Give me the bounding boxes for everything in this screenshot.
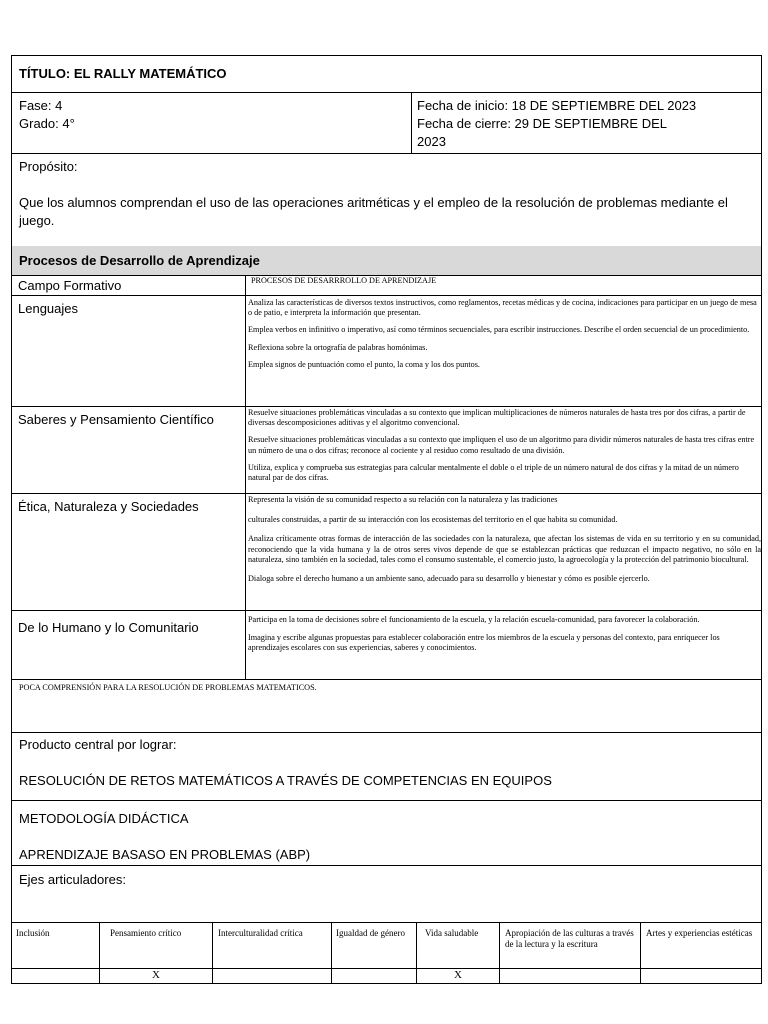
problema-cell (11, 679, 762, 733)
proceso-text: Analiza las características de diversos textos instructivos, como reglamentos, recetas médicas y de cocina, indicaciones para participar en un juego de mesa o de patio, e interpreta la información que presentan. (248, 298, 757, 318)
problema-text: POCA COMPRENSIÓN PARA LA RESOLUCIÓN DE PROBLEMAS MATEMATICOS. (19, 683, 317, 692)
procesos-col-label: PROCESOS DE DESARRROLLO DE APRENDIZAJE (251, 276, 437, 285)
eje-mark (11, 968, 100, 984)
procesos-lenguajes (245, 295, 762, 407)
procesos-col-header (245, 275, 762, 296)
proposito-label: Propósito: (19, 159, 78, 174)
eje-label: Pensamiento crítico (110, 928, 182, 938)
procesos-etica (245, 493, 762, 611)
proceso-text: Representa la visión de su comunidad respecto a su relación con la naturaleza y las tradiciones (248, 495, 558, 504)
fecha-cierre: Fecha de cierre: 29 DE SEPTIEMBRE DEL (417, 116, 667, 131)
proceso-text: Emplea verbos en infinitivo o imperativo, así como términos secuenciales, para escribir instrucciones. Describe el orden secuencial de un procedimiento. (248, 325, 750, 335)
fecha-inicio: Fecha de inicio: 18 DE SEPTIEMBRE DEL 2023 (417, 98, 697, 113)
eje-mark (99, 968, 213, 984)
proceso-text: Imagina y escribe algunas propuestas para establecer colaboración entre los miembros de la escuela y personas del contexto, para enriquecer los aprendizajes escolares con sus experiencias, saberes y conocimientos. (248, 633, 720, 653)
metodologia-cell (11, 800, 762, 866)
eje-label: Vida saludable (425, 928, 479, 938)
eje-label: Interculturalidad crítica (218, 928, 303, 938)
campo-lenguajes-label: Lenguajes (18, 301, 78, 316)
fecha-cierre-year: 2023 (417, 134, 446, 149)
eje-mark (331, 968, 417, 984)
proceso-text: Emplea signos de puntuación como el punto, la coma y los dos puntos. (248, 359, 480, 369)
campo-formativo-header (11, 275, 246, 296)
producto-cell (11, 732, 762, 801)
campo-etica (11, 493, 246, 611)
proceso-text: Analiza críticamente otras formas de interacción de las sociedades con la naturaleza, que afectan los sistemas de vida en su territorio y en su comunidad, reconociendo que la vida humana y la de otros seres vivos depende de que se establezcan prácticas que reduzcan el impacto negativo, no sólo en la naturaleza, sino también en la sociedad, tales como el consumo sustentable, el comercio justo, la agroecología y la protección del patrimonio biocultural. (248, 534, 761, 564)
page-title: TÍTULO: EL RALLY MATEMÁTICO (19, 66, 227, 81)
proceso-text: Resuelve situaciones problemáticas vinculadas a su contexto que implican multiplicaciones de números naturales de hasta tres por dos cifras, a partir de diversas descomposiciones aditivas y el algoritmo convencional. (248, 408, 746, 428)
eje-mark-text: X (454, 969, 462, 981)
eje-mark (640, 968, 762, 984)
eje-header (331, 922, 417, 969)
eje-mark (212, 968, 332, 984)
proceso-text: Reflexiona sobre la ortografía de palabras homónimas. (248, 342, 428, 352)
procesos-header-label: Procesos de Desarrollo de Aprendizaje (19, 253, 260, 268)
proceso-text: Resuelve situaciones problemáticas vinculadas a su contexto que impliquen el uso de un algoritmo para dividir números naturales de hasta tres cifras entre un número de una o dos cifras; reconoce al cociente y al residuo como resultado de una división. (248, 435, 755, 455)
metodologia-text: APRENDIZAJE BASASO EN PROBLEMAS (ABP) (19, 847, 311, 862)
eje-label: Inclusión (16, 928, 50, 938)
proceso-text: Dialoga sobre el derecho humano a un ambiente sano, adecuado para su desarrollo y bienestar y cómo es posible ejercerlo. (248, 574, 650, 584)
eje-mark (416, 968, 500, 984)
proceso-text: Participa en la toma de decisiones sobre el funcionamiento de la escuela, y la relación escuela-comunidad, para favorecer la colaboración. (248, 615, 700, 624)
procesos-humano (245, 610, 762, 680)
eje-label: Artes y experiencias estéticas (646, 928, 753, 938)
eje-header (640, 922, 762, 969)
ejes-cell (11, 865, 762, 923)
grado-label: Grado: 4° (19, 116, 75, 131)
campo-saberes (11, 406, 246, 494)
fechas-cell (411, 92, 762, 154)
proposito-text: Que los alumnos comprendan el uso de las operaciones aritméticas y el empleo de la resolución de problemas mediante el juego. (19, 195, 728, 228)
producto-text: RESOLUCIÓN DE RETOS MATEMÁTICOS A TRAVÉS DE COMPETENCIAS EN EQUIPOS (19, 773, 552, 788)
fase-grado-cell (11, 92, 412, 154)
proceso-text: Utiliza, explica y comprueba sus estrategias para calcular mentalmente el doble o el triple de un número natural de dos cifras y la mitad de un número natural par de dos cifras. (248, 462, 739, 483)
campo-etica-label: Ética, Naturaleza y Sociedades (18, 499, 199, 514)
campo-formativo-label: Campo Formativo (18, 278, 122, 293)
eje-header (499, 922, 641, 969)
procesos-saberes (245, 406, 762, 494)
title-cell (11, 55, 762, 93)
producto-label: Producto central por lograr: (19, 737, 177, 752)
fase-label: Fase: 4 (19, 98, 63, 113)
proposito-cell (11, 153, 762, 247)
eje-header (11, 922, 100, 969)
eje-label: Igualdad de género (336, 928, 405, 938)
metodologia-label: METODOLOGÍA DIDÁCTICA (19, 811, 189, 826)
procesos-header (11, 246, 762, 276)
eje-header (416, 922, 500, 969)
campo-saberes-label: Saberes y Pensamiento Científico (18, 412, 214, 427)
campo-lenguajes (11, 295, 246, 407)
eje-mark (499, 968, 641, 984)
campo-humano-label: De lo Humano y lo Comunitario (18, 620, 199, 635)
eje-header (99, 922, 213, 969)
campo-humano (11, 610, 246, 680)
proceso-text: culturales construidas, a partir de su interacción con los ecosistemas del territorio en el que habita su comunidad. (248, 515, 618, 525)
eje-header (212, 922, 332, 969)
ejes-table (11, 922, 762, 984)
ejes-label: Ejes articuladores: (19, 872, 126, 887)
eje-label: Apropiación de las culturas a través de la lectura y la escritura (505, 928, 634, 949)
eje-mark-text: X (152, 969, 160, 981)
